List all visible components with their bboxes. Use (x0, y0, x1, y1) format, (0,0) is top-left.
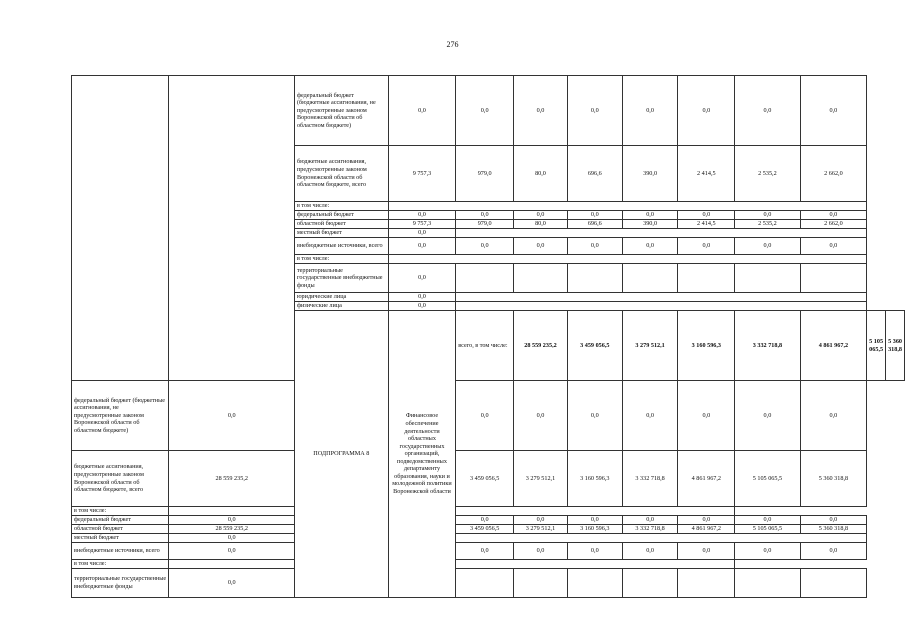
value-cell: 0,0 (169, 543, 294, 560)
empty-cell (567, 264, 622, 293)
value-cell: 0,0 (514, 543, 568, 560)
empty-cell (800, 569, 867, 598)
value-cell: 0,0 (456, 238, 514, 255)
row-label: территориальные государственные внебюджетные фонды (72, 569, 169, 598)
value-cell: 0,0 (678, 238, 735, 255)
value-cell: 2 414,5 (678, 146, 735, 202)
row-territorial-funds (72, 569, 905, 598)
value-cell: 0,0 (514, 516, 568, 525)
value-cell: 0,0 (388, 76, 456, 146)
empty-cell (678, 569, 735, 598)
table-body (72, 76, 905, 598)
value-cell: 0,0 (169, 534, 294, 543)
value-cell: 390,0 (622, 146, 678, 202)
row-local (72, 534, 905, 543)
value-cell: 0,0 (388, 293, 456, 302)
empty-cell (456, 264, 514, 293)
value-cell: 4 861 967,2 (678, 525, 735, 534)
empty-cell (388, 255, 866, 264)
value-cell: 0,0 (735, 543, 800, 560)
row-label: территориальные государственные внебюджетные фонды (294, 264, 388, 293)
value-cell: 0,0 (800, 238, 867, 255)
value-cell: 0,0 (678, 211, 735, 220)
empty-cell (514, 569, 568, 598)
value-cell: 0,0 (735, 516, 800, 525)
row-federal-unfunded (72, 381, 905, 451)
value-cell: 0,0 (678, 516, 735, 525)
value-cell: 0,0 (800, 516, 867, 525)
value-cell: 5 105 065,5 (735, 525, 800, 534)
budget-table (71, 75, 905, 598)
empty-cell (622, 569, 678, 598)
empty-cell (678, 264, 735, 293)
value-cell: 0,0 (567, 516, 622, 525)
value-cell: 3 279 512,1 (514, 525, 568, 534)
value-cell: 0,0 (169, 381, 294, 451)
value-cell: 2 535,2 (735, 220, 800, 229)
value-cell: 0,0 (388, 264, 456, 293)
value-cell: 0,0 (735, 76, 800, 146)
value-cell: 80,0 (514, 146, 568, 202)
row-label: местный бюджет (294, 229, 388, 238)
program-code: ПОДПРОГРАММА 8 (294, 311, 388, 598)
value-cell: 2 662,0 (800, 220, 867, 229)
value-cell: 0,0 (622, 211, 678, 220)
row-budget-assignments (72, 451, 905, 507)
row-extrabudgetary (72, 543, 905, 560)
value-cell: 0,0 (800, 381, 867, 451)
value-cell: 0,0 (169, 569, 294, 598)
value-cell: 0,0 (622, 76, 678, 146)
value-cell: 0,0 (456, 516, 514, 525)
value-cell: 28 559 235,2 (514, 311, 568, 381)
empty-cell (456, 293, 867, 302)
value-cell: 0,0 (169, 516, 294, 525)
empty-cell (567, 569, 622, 598)
value-cell: 3 459 056,5 (456, 525, 514, 534)
value-cell: 2 414,5 (678, 220, 735, 229)
value-cell: 0,0 (456, 543, 514, 560)
value-cell: 9 757,3 (388, 220, 456, 229)
value-cell: 0,0 (622, 381, 678, 451)
value-cell: 3 160 596,3 (678, 311, 735, 381)
row-label: федеральный бюджет (бюджетные ассигнования, не предусмотренные законом Воронежской области об областном бюджете) (72, 381, 169, 451)
empty-cell (735, 264, 800, 293)
value-cell: 0,0 (622, 543, 678, 560)
empty-cell (456, 534, 867, 543)
row-federal (72, 516, 905, 525)
value-cell: 0,0 (567, 543, 622, 560)
value-cell: 0,0 (567, 76, 622, 146)
value-cell: 0,0 (388, 238, 456, 255)
row-including (72, 507, 905, 516)
value-cell: 3 459 056,5 (567, 311, 622, 381)
value-cell: 3 332 718,8 (622, 525, 678, 534)
value-cell: 0,0 (800, 543, 867, 560)
program-cell (72, 76, 169, 381)
value-cell: 3 459 056,5 (456, 451, 514, 507)
row-label: в том числе: (294, 202, 388, 211)
empty-cell (514, 264, 568, 293)
program-description: Финансовое обеспечение деятельности областных государственных организаций, подведомственных департаменту образования, науки и молодежной политики Воронежской области (388, 311, 456, 598)
value-cell: 0,0 (388, 229, 456, 238)
value-cell: 5 105 065,5 (735, 451, 800, 507)
value-cell: 0,0 (567, 381, 622, 451)
value-cell: 0,0 (622, 516, 678, 525)
value-cell: 2 662,0 (800, 146, 867, 202)
value-cell: 0,0 (514, 381, 568, 451)
value-cell: 5 360 318,8 (800, 451, 867, 507)
value-cell: 0,0 (388, 302, 456, 311)
empty-cell (456, 569, 514, 598)
row-label: федеральный бюджет (бюджетные ассигнования, не предусмотренные законом Воронежской области об областном бюджете) (294, 76, 388, 146)
value-cell: 0,0 (678, 381, 735, 451)
value-cell: 4 861 967,2 (800, 311, 867, 381)
value-cell: 0,0 (514, 76, 568, 146)
value-cell: 5 360 318,8 (800, 525, 867, 534)
row-label: физические лица (294, 302, 388, 311)
description-cell (169, 76, 294, 381)
row-label: федеральный бюджет (294, 211, 388, 220)
value-cell: 0,0 (514, 211, 568, 220)
value-cell: 5 360 318,8 (886, 311, 905, 381)
value-cell: 0,0 (456, 211, 514, 220)
row-label: бюджетные ассигнования, предусмотренные законом Воронежской области об областном бюджете, всего (294, 146, 388, 202)
value-cell: 979,0 (456, 220, 514, 229)
row-label: бюджетные ассигнования, предусмотренные законом Воронежской области об областном бюджете, всего (72, 451, 169, 507)
value-cell: 0,0 (735, 238, 800, 255)
row-label: в том числе: (294, 255, 388, 264)
empty-cell (735, 569, 800, 598)
empty-cell (456, 229, 867, 238)
row-label: внебюджетные источники, всего (72, 543, 169, 560)
row-label: юридические лица (294, 293, 388, 302)
row-label: всего, в том числе: (456, 311, 514, 381)
value-cell: 0,0 (456, 76, 514, 146)
value-cell: 4 861 967,2 (678, 451, 735, 507)
value-cell: 3 160 596,3 (567, 451, 622, 507)
value-cell: 5 105 065,5 (867, 311, 886, 381)
row-federal-unfunded (72, 76, 905, 146)
value-cell: 0,0 (800, 211, 867, 220)
value-cell: 0,0 (622, 238, 678, 255)
empty-cell (388, 202, 866, 211)
row-label: местный бюджет (72, 534, 169, 543)
page-number: 276 (446, 40, 459, 49)
row-label: областной бюджет (72, 525, 169, 534)
value-cell: 3 332 718,8 (622, 451, 678, 507)
value-cell: 9 757,3 (388, 146, 456, 202)
empty-cell (800, 264, 867, 293)
row-including (72, 560, 905, 569)
value-cell: 390,0 (622, 220, 678, 229)
value-cell: 0,0 (456, 381, 514, 451)
value-cell: 3 279 512,1 (622, 311, 678, 381)
row-regional (72, 525, 905, 534)
value-cell: 696,6 (567, 146, 622, 202)
value-cell: 3 332 718,8 (735, 311, 800, 381)
value-cell: 0,0 (388, 211, 456, 220)
value-cell: 0,0 (678, 543, 735, 560)
value-cell: 0,0 (567, 238, 622, 255)
value-cell: 0,0 (514, 238, 568, 255)
row-label: в том числе: (72, 507, 169, 516)
row-label: в том числе: (72, 560, 169, 569)
value-cell: 80,0 (514, 220, 568, 229)
empty-cell (169, 560, 735, 569)
value-cell: 696,6 (567, 220, 622, 229)
value-cell: 0,0 (800, 76, 867, 146)
row-label: внебюджетные источники, всего (294, 238, 388, 255)
empty-cell (169, 507, 735, 516)
empty-cell (456, 302, 867, 311)
value-cell: 3 279 512,1 (514, 451, 568, 507)
value-cell: 979,0 (456, 146, 514, 202)
value-cell: 3 160 596,3 (567, 525, 622, 534)
row-label: федеральный бюджет (72, 516, 169, 525)
value-cell: 28 559 235,2 (169, 525, 294, 534)
value-cell: 0,0 (567, 211, 622, 220)
value-cell: 0,0 (735, 211, 800, 220)
empty-cell (622, 264, 678, 293)
value-cell: 0,0 (678, 76, 735, 146)
value-cell: 0,0 (735, 381, 800, 451)
value-cell: 2 535,2 (735, 146, 800, 202)
row-label: областной бюджет (294, 220, 388, 229)
value-cell: 28 559 235,2 (169, 451, 294, 507)
